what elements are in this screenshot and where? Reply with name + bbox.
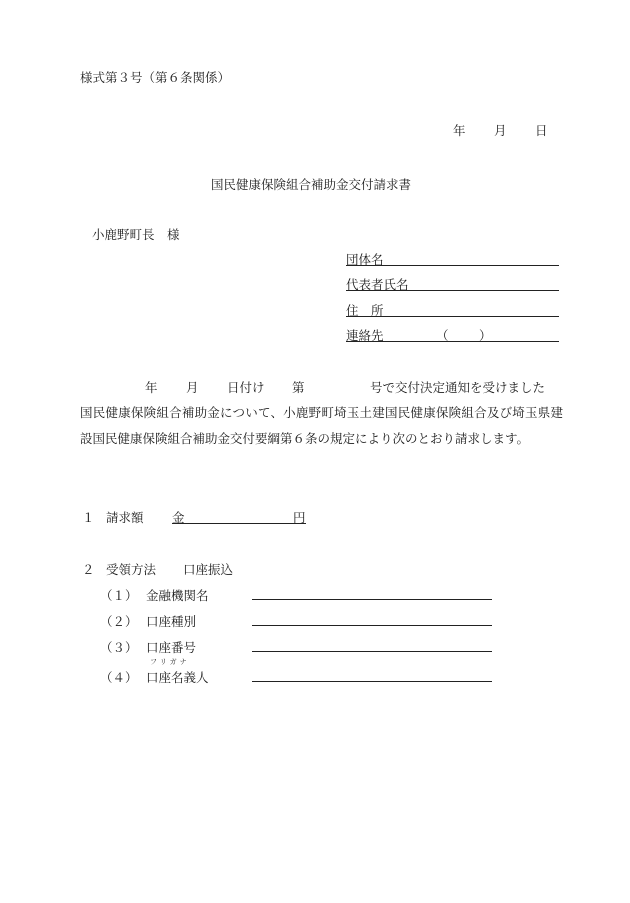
account-holder-field[interactable]	[252, 681, 492, 682]
group-name-label: 団体名	[346, 252, 384, 267]
amount-prefix: 金	[172, 510, 185, 525]
account-number-field[interactable]	[252, 651, 492, 652]
contact-paren-open: （	[436, 328, 449, 343]
date-month: 月	[494, 123, 507, 138]
amount-field[interactable]	[172, 523, 306, 524]
representative-field[interactable]	[346, 290, 559, 291]
representative-label: 代表者氏名	[346, 277, 409, 292]
notice-text-rest: 号で交付決定通知を受けました	[370, 380, 546, 395]
body-paragraph: 国民健康保険組合補助金について、小鹿野町埼玉土建国民健康保険組合及び埼玉県建設国民健康保険組合補助金交付要綱第６条の規定により次のとおり請求します。	[80, 405, 563, 446]
receipt-method: 口座振込	[183, 562, 234, 577]
group-name-field[interactable]	[346, 265, 559, 266]
address-field[interactable]	[346, 316, 559, 317]
bank-item-number: （４）	[100, 670, 138, 685]
document-title: 国民健康保険組合補助金交付請求書	[211, 177, 412, 192]
contact-paren-close: ）	[479, 328, 492, 343]
bank-item-number: （３）	[100, 640, 138, 655]
bank-item-number: （１）	[100, 588, 138, 603]
account-number-label: 口座番号	[146, 640, 197, 655]
notice-year: 年	[145, 380, 158, 395]
account-holder-furigana: フリガナ	[150, 658, 190, 666]
bank-name-field[interactable]	[252, 599, 492, 600]
account-type-label: 口座種別	[146, 614, 197, 629]
date-day: 日	[535, 123, 548, 138]
contact-label: 連絡先	[346, 328, 384, 343]
bank-name-label: 金融機関名	[146, 588, 209, 603]
form-number: 様式第３号（第６条関係）	[80, 70, 231, 85]
section2-number: ２	[82, 562, 95, 577]
amount-unit: 円	[293, 510, 306, 525]
notice-dated: 日付け	[227, 380, 265, 395]
bank-item-number: （２）	[100, 614, 138, 629]
account-type-field[interactable]	[252, 625, 492, 626]
section1-number: １	[82, 510, 95, 525]
contact-field[interactable]	[346, 341, 559, 342]
address-label: 住 所	[346, 303, 384, 318]
notice-month: 月	[186, 380, 199, 395]
account-holder-label: 口座名義人	[146, 670, 209, 685]
notice-number-prefix: 第	[292, 380, 305, 395]
addressee: 小鹿野町長 様	[92, 227, 180, 242]
section1-label: 請求額	[106, 510, 144, 525]
date-year: 年	[453, 123, 466, 138]
section2-label: 受領方法	[106, 562, 157, 577]
